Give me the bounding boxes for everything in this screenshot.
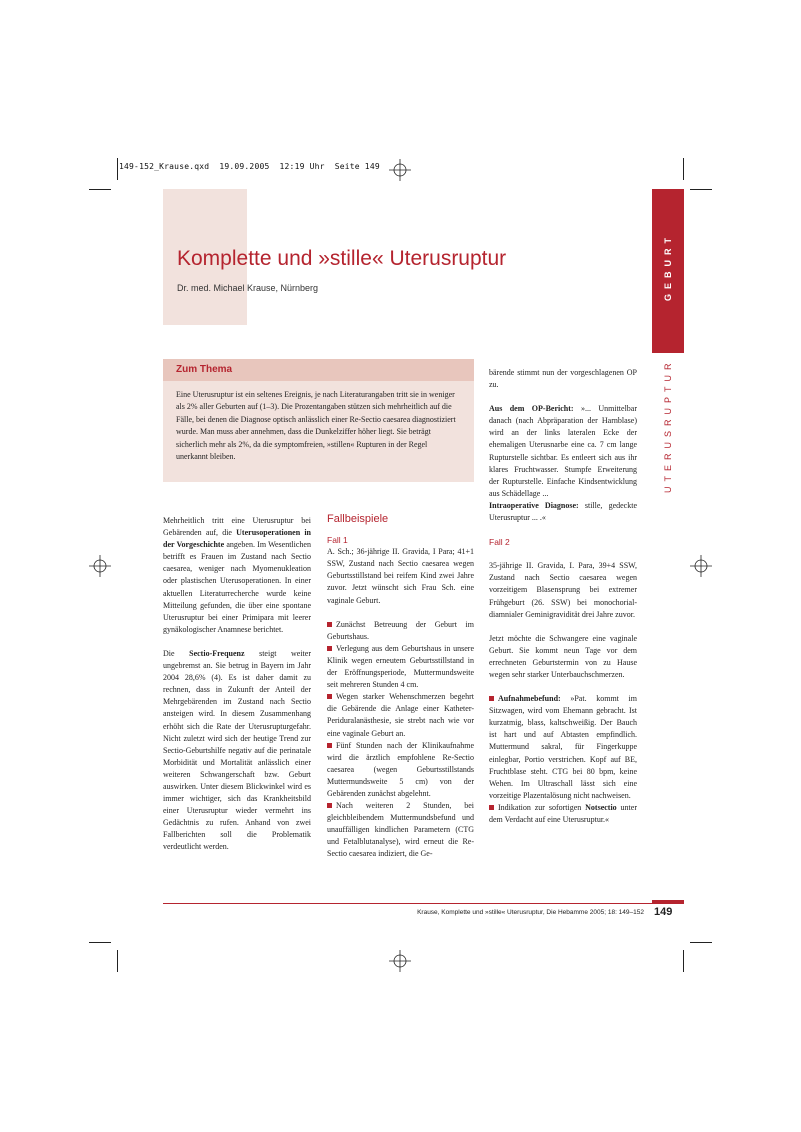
column-2 [327,513,474,861]
fall-2-title: Fall 2 [489,537,510,548]
zum-thema-text: Eine Uterusruptur ist ein seltenes Ereignis, je nach Literaturangaben tritt sie in weniger als 2% aller Geburten auf (1–3). Die Prozentangaben stützen sich mehrheitlich auf die Fälle, bei denen die Diagnose optisch anlässlich einer Re-Sectio caesarea diagnostiziert wurde. Man muss aber annehmen, dass die Dunkelziffer höher liegt. Sie beträgt sicherlich mehr als 2%, da die symptomfreien, »stillen« Rupturen in der Regel unerkannt bleiben. [176,390,456,462]
fall-1-continuation: bärende stimmt nun der vorgeschlagenen OP zu. [489,368,637,390]
column-3 [489,367,637,826]
registration-mark-top [389,159,411,181]
section-heading-fallbeispiele: Fallbeispiele [327,513,389,525]
fall-1-bullet: Zunächst Betreuung der Geburt im Geburtshaus. [327,619,474,641]
footer-rule [163,903,684,904]
article-author: Dr. med. Michael Krause, Nürnberg [177,283,319,293]
page-number: 149 [654,906,673,918]
bullet-icon [327,622,332,627]
file-slug: 149-152_Krause.qxd 19.09.2005 12:19 Uhr Seite 149 [119,162,380,171]
article-title: Komplette und »stille« Uterusruptur [177,247,507,270]
fall-1-intro: A. Sch.; 36-jährige II. Gravida, I Para; 41+1 SSW, Zustand nach Sectio caesarea wegen Geburtsstillstand bei reifem Kind zwei Jahre zuvor. Jetzt wünscht sich Frau Sch. eine vaginale Geburt. [327,547,474,605]
op-report: Aus dem OP-Bericht: »... Unmittelbar danach (nach Abpräparation der Harnblase) wird an der links lateralen Ecke der ehemaligen Uterusnarbe eine ca. 7 cm lange Rupturstelle sichtbar. Es entleert sich aus ihr klares Fruchtwasser. Stumpfe Erweiterung der Rupturstelle. Einfache Kindsentwicklung aus Schädellage ... [489,404,638,498]
admission-findings: Aufnahmebefund: »Pat. kommt im Sitzwagen, wird vom Ehemann gebracht. Ist kurzatmig, blass, kaltschweißig. Der Bauch ist hart und auf Abtasten empfindlich. Muttermund sakral, für Fingerkuppe einlegbar, Portio verstrichen. Kopf auf BE, Fruchtblase steht. CTG bei 80 bpm, keine Wehen. Im Ultraschall lässt sich eine vorzeitige Plazentalösung nicht nachweisen. [489,694,637,800]
fall-1-bullet: Nach weiteren 2 Stunden, bei gleichbleibendem Muttermundsbefund und unauffälligen kindlichen Parametern (CTG und Fetalblutanalyse), wird erneut die Re-Sectio caesarea indiziert, die Ge- [327,801,474,859]
topic-tab-label: UTERUSRUPTUR [663,358,673,493]
column-1 [163,515,311,854]
bullet-icon [327,646,332,651]
bullet-icon [327,743,332,748]
section-tab-label: GEBURT [663,233,673,301]
bullet-icon [327,803,332,808]
fall-1-bullet: Fünf Stunden nach der Klinikaufnahme wird die ärztlich empfohlene Re-Sectio caesarea (wegen Geburtsstillstands Muttermundsweite 5 cm) von der Gebärenden zunächst abgelehnt. [327,740,474,798]
indication: Indikation zur sofortigen Notsectio unter dem Verdacht auf eine Uterusruptur.« [489,802,637,824]
fall-1-bullet: Wegen starker Wehenschmerzen begehrt die Gebärende die Anlage einer Katheter-Periduralanästhesie, sie strebt nach wie vor eine vaginale Geburt an. [327,692,474,738]
zum-thema-title: Zum Thema [176,364,233,375]
registration-mark-right [690,555,712,577]
bullet-icon [327,694,332,699]
fall-2-intro: 35-jährige II. Gravida, I. Para, 39+4 SSW, Zustand nach Sectio caesarea wegen vorzeitigem Blasensprung bei extremer Frühgeburt (26. SSW) bei monochorial-diamnialer Geminigravidität drei Jahre zuvor. [489,561,637,619]
registration-mark-left [89,555,111,577]
fall-1-title: Fall 1 [327,535,348,546]
page-number-tab [652,900,684,904]
fall-2-paragraph: Jetzt möchte die Schwangere eine vaginale Geburt. Sie kommt neun Tage vor dem errechneten Geburtstermin von zu Hause wegen sehr starker Unterbauchschmerzen. [489,633,637,679]
registration-mark-bottom [389,950,411,972]
footer-citation: Krause, Komplette und »stille« Uterusruptur, Die Hebamme 2005; 18: 149–152 [417,909,644,916]
bullet-icon [489,805,494,810]
zum-thema-box [163,359,474,482]
sectio-paragraph: Die Sectio-Frequenz steigt weiter ungebremst an. Sie betrug in Bayern im Jahr 2004 28,6% (4). Es ist daher damit zu rechnen, dass in Zukunft der Anteil der Mehrgebärenden im Zustand nach Sectio ansteigen wird. In diesem Zusammenhang erhöht sich die Rate der Uterusrupturgefahr. Nicht zuletzt wird sich der heutige Trend zur Sectio-Geburtshilfe negativ auf die perinatale Morbidität und Mortalität anlässlich einer weiteren Schwangerschaft bzw. Geburt auswirken. Unter diesem Blickwinkel wird es immer wichtiger, sich das Krankheitsbild einer Uterusruptur wieder vermehrt ins Gedächtnis zu rufen. Anhand von zwei Fallberichten soll die Problematik verdeutlicht werden. [163,648,311,852]
intro-paragraph: Mehrheitlich tritt eine Uterusruptur bei Gebärenden auf, die Uterusoperationen in der Vorgeschichte angeben. Im Wesentlichen betrifft es Frauen im Zustand nach Sectio caesarea, weniger nach Myomenukleation oder plastischen Uterusoperationen. In einer aktuellen Literaturrecherche wurde keine Mitteilung gefunden, die über eine spontane Uterusruptur bei einer Primipara mit leerer gynäkologischer Anamnese berichtet. [163,516,311,634]
intraoperative-diagnosis: Intraoperative Diagnose: stille, gedeckte Uterusruptur ... .« [489,500,637,523]
bullet-icon [489,696,494,701]
fall-1-bullet: Verlegung aus dem Geburtshaus in unsere Klinik wegen erneutem Geburtsstillstand in der Eröffnungsperiode, Muttermundsweite seit mehreren Stunden 4 cm. [327,643,474,690]
